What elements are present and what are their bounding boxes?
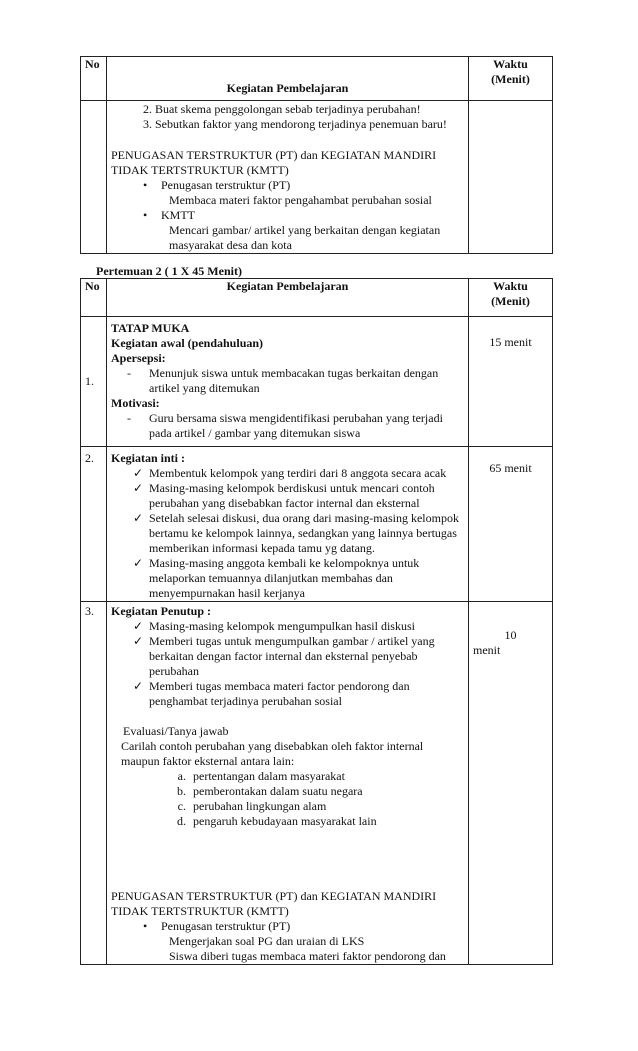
list-item <box>133 511 464 556</box>
motivasi-list <box>111 411 464 441</box>
list-item <box>143 208 464 253</box>
check-icon: ✓ <box>133 619 144 633</box>
pt-item-desc: Membaca materi faktor pengahambat perubahan sosial <box>169 193 432 207</box>
list-item <box>127 366 464 396</box>
section-title: Kegiatan Penutup : <box>111 604 212 618</box>
activity-table-1 <box>80 56 553 254</box>
list-item: a. pertentangan dalam masyarakat <box>189 769 464 784</box>
check-icon: ✓ <box>133 634 144 648</box>
header-time-line2: (Menit) <box>491 72 530 86</box>
cell-time <box>469 101 553 254</box>
time-line2: menit <box>473 643 501 657</box>
list-item <box>133 619 464 634</box>
list-item: 2. Buat skema penggolongan sebab terjadinya perubahan! <box>155 102 464 117</box>
header-no: No <box>81 279 107 317</box>
bullet-icon: • <box>143 919 148 933</box>
list-item-text: Guru bersama siswa mengidentifikasi perubahan yang terjadi pada artikel / gambar yang ditemukan siswa <box>149 411 443 440</box>
section-title: TATAP MUKA <box>111 321 190 335</box>
meeting-2-title: Pertemuan 2 ( 1 X 45 Menit) <box>96 264 242 278</box>
list-item-text: Memberi tugas membaca materi factor pendorong dan penghambat terjadinya perubahan sosial <box>149 679 410 708</box>
list-item-text: Masing-masing kelompok berdiskusi untuk mencari contoh perubahan yang disebabkan factor internal dan eksternal <box>149 481 435 510</box>
list-item <box>143 178 464 208</box>
pt-item-desc: Siswa diberi tugas membaca materi faktor pendorong dan <box>169 949 446 963</box>
activity-table-2 <box>80 278 553 965</box>
table-row <box>81 602 553 965</box>
cell-activity <box>107 317 469 447</box>
list-item <box>133 481 464 511</box>
list-item: d. pengaruh kebudayaan masyarakat lain <box>189 814 464 829</box>
check-icon: ✓ <box>133 466 144 480</box>
pt-list <box>111 919 464 964</box>
section-title: Kegiatan inti : <box>111 451 185 465</box>
pt-list <box>111 178 464 253</box>
list-item <box>127 411 464 441</box>
dash-icon: - <box>127 411 131 425</box>
list-item: 3. Sebutkan faktor yang mendorong terjadinya penemuan baru! <box>155 117 464 132</box>
dash-icon: - <box>127 366 131 380</box>
list-item-text: Setelah selesai diskusi, dua orang dari masing-masing kelompok bertamu ke kelompok lainnya, sedangkan yang lainnya bertugas memberikan informasi kepada tamu yg datang. <box>149 511 459 555</box>
table-row <box>81 317 553 447</box>
header-time-line1: Waktu <box>493 57 528 71</box>
table-row <box>81 447 553 602</box>
list-item: b. pemberontakan dalam suatu negara <box>189 784 464 799</box>
check-icon: ✓ <box>133 511 144 525</box>
check-list <box>111 466 464 601</box>
time-line1: 10 <box>504 628 517 642</box>
eval-label: Evaluasi/Tanya jawab <box>123 724 229 738</box>
list-item-text: Membentuk kelompok yang terdiri dari 8 anggota secara acak <box>149 466 447 480</box>
eval-options <box>111 769 464 829</box>
cell-activity <box>107 101 469 254</box>
numbered-list <box>111 102 464 132</box>
cell-time: 65 menit <box>469 447 553 602</box>
bullet-icon: • <box>143 208 148 222</box>
list-item-text: Menunjuk siswa untuk membacakan tugas berkaitan dengan artikel yang ditemukan <box>149 366 439 395</box>
bullet-icon: • <box>143 178 148 192</box>
eval-question: Carilah contoh perubahan yang disebabkan oleh faktor internal maupun faktor eksternal antara lain: <box>121 739 424 768</box>
table-header-row <box>81 57 553 101</box>
header-time-line1: Waktu <box>493 279 528 293</box>
pt-heading-line2: TIDAK TERTSTRUKTUR (KMTT) <box>111 163 289 177</box>
header-no: No <box>81 57 107 101</box>
pt-item-desc: Mengerjakan soal PG dan uraian di LKS <box>169 934 365 948</box>
cell-time: 15 menit <box>469 317 553 447</box>
list-item: c. perubahan lingkungan alam <box>189 799 464 814</box>
list-item-text: Memberi tugas untuk mengumpulkan gambar / artikel yang berkaitan dengan factor internal dan eksternal penyebab perubahan <box>149 634 435 678</box>
cell-activity <box>107 447 469 602</box>
check-list <box>111 619 464 709</box>
pt-item-title: Penugasan terstruktur (PT) <box>161 919 291 933</box>
list-item <box>133 466 464 481</box>
list-item <box>133 679 464 709</box>
header-time <box>469 279 553 317</box>
check-icon: ✓ <box>133 481 144 495</box>
cell-no: 1. <box>81 317 107 447</box>
pt-heading-line2: TIDAK TERTSTRUKTUR (KMTT) <box>111 904 289 918</box>
motivasi-label: Motivasi: <box>111 396 160 410</box>
cell-activity <box>107 602 469 965</box>
list-item <box>133 556 464 601</box>
header-time-line2: (Menit) <box>491 294 530 308</box>
apersepsi-list <box>111 366 464 396</box>
list-item <box>143 919 464 964</box>
cell-time <box>469 602 553 965</box>
pt-item-title: KMTT <box>161 208 195 222</box>
header-activity: Kegiatan Pembelajaran <box>107 279 469 317</box>
pt-item-desc: Mencari gambar/ artikel yang berkaitan dengan kegiatan masyarakat desa dan kota <box>169 223 441 252</box>
check-icon: ✓ <box>133 556 144 570</box>
pt-item-title: Penugasan terstruktur (PT) <box>161 178 291 192</box>
pt-heading-line1: PENUGASAN TERSTRUKTUR (PT) dan KEGIATAN MANDIRI <box>111 148 437 162</box>
header-time <box>469 57 553 101</box>
table-header-row <box>81 279 553 317</box>
list-item-text: Masing-masing kelompok mengumpulkan hasil diskusi <box>149 619 415 633</box>
apersepsi-label: Apersepsi: <box>111 351 166 365</box>
list-item <box>133 634 464 679</box>
cell-no <box>81 101 107 254</box>
cell-no: 3. <box>81 602 107 965</box>
table-row <box>81 101 553 254</box>
list-item-text: Masing-masing anggota kembali ke kelompoknya untuk melaporkan temuannya dilanjutkan membahas dan menyempurnakan hasil kerjanya <box>149 556 420 600</box>
section-subtitle: Kegiatan awal (pendahuluan) <box>111 336 264 350</box>
cell-no: 2. <box>81 447 107 602</box>
header-activity: Kegiatan Pembelajaran <box>107 57 469 101</box>
pt-heading-line1: PENUGASAN TERSTRUKTUR (PT) dan KEGIATAN MANDIRI <box>111 889 437 903</box>
check-icon: ✓ <box>133 679 144 693</box>
